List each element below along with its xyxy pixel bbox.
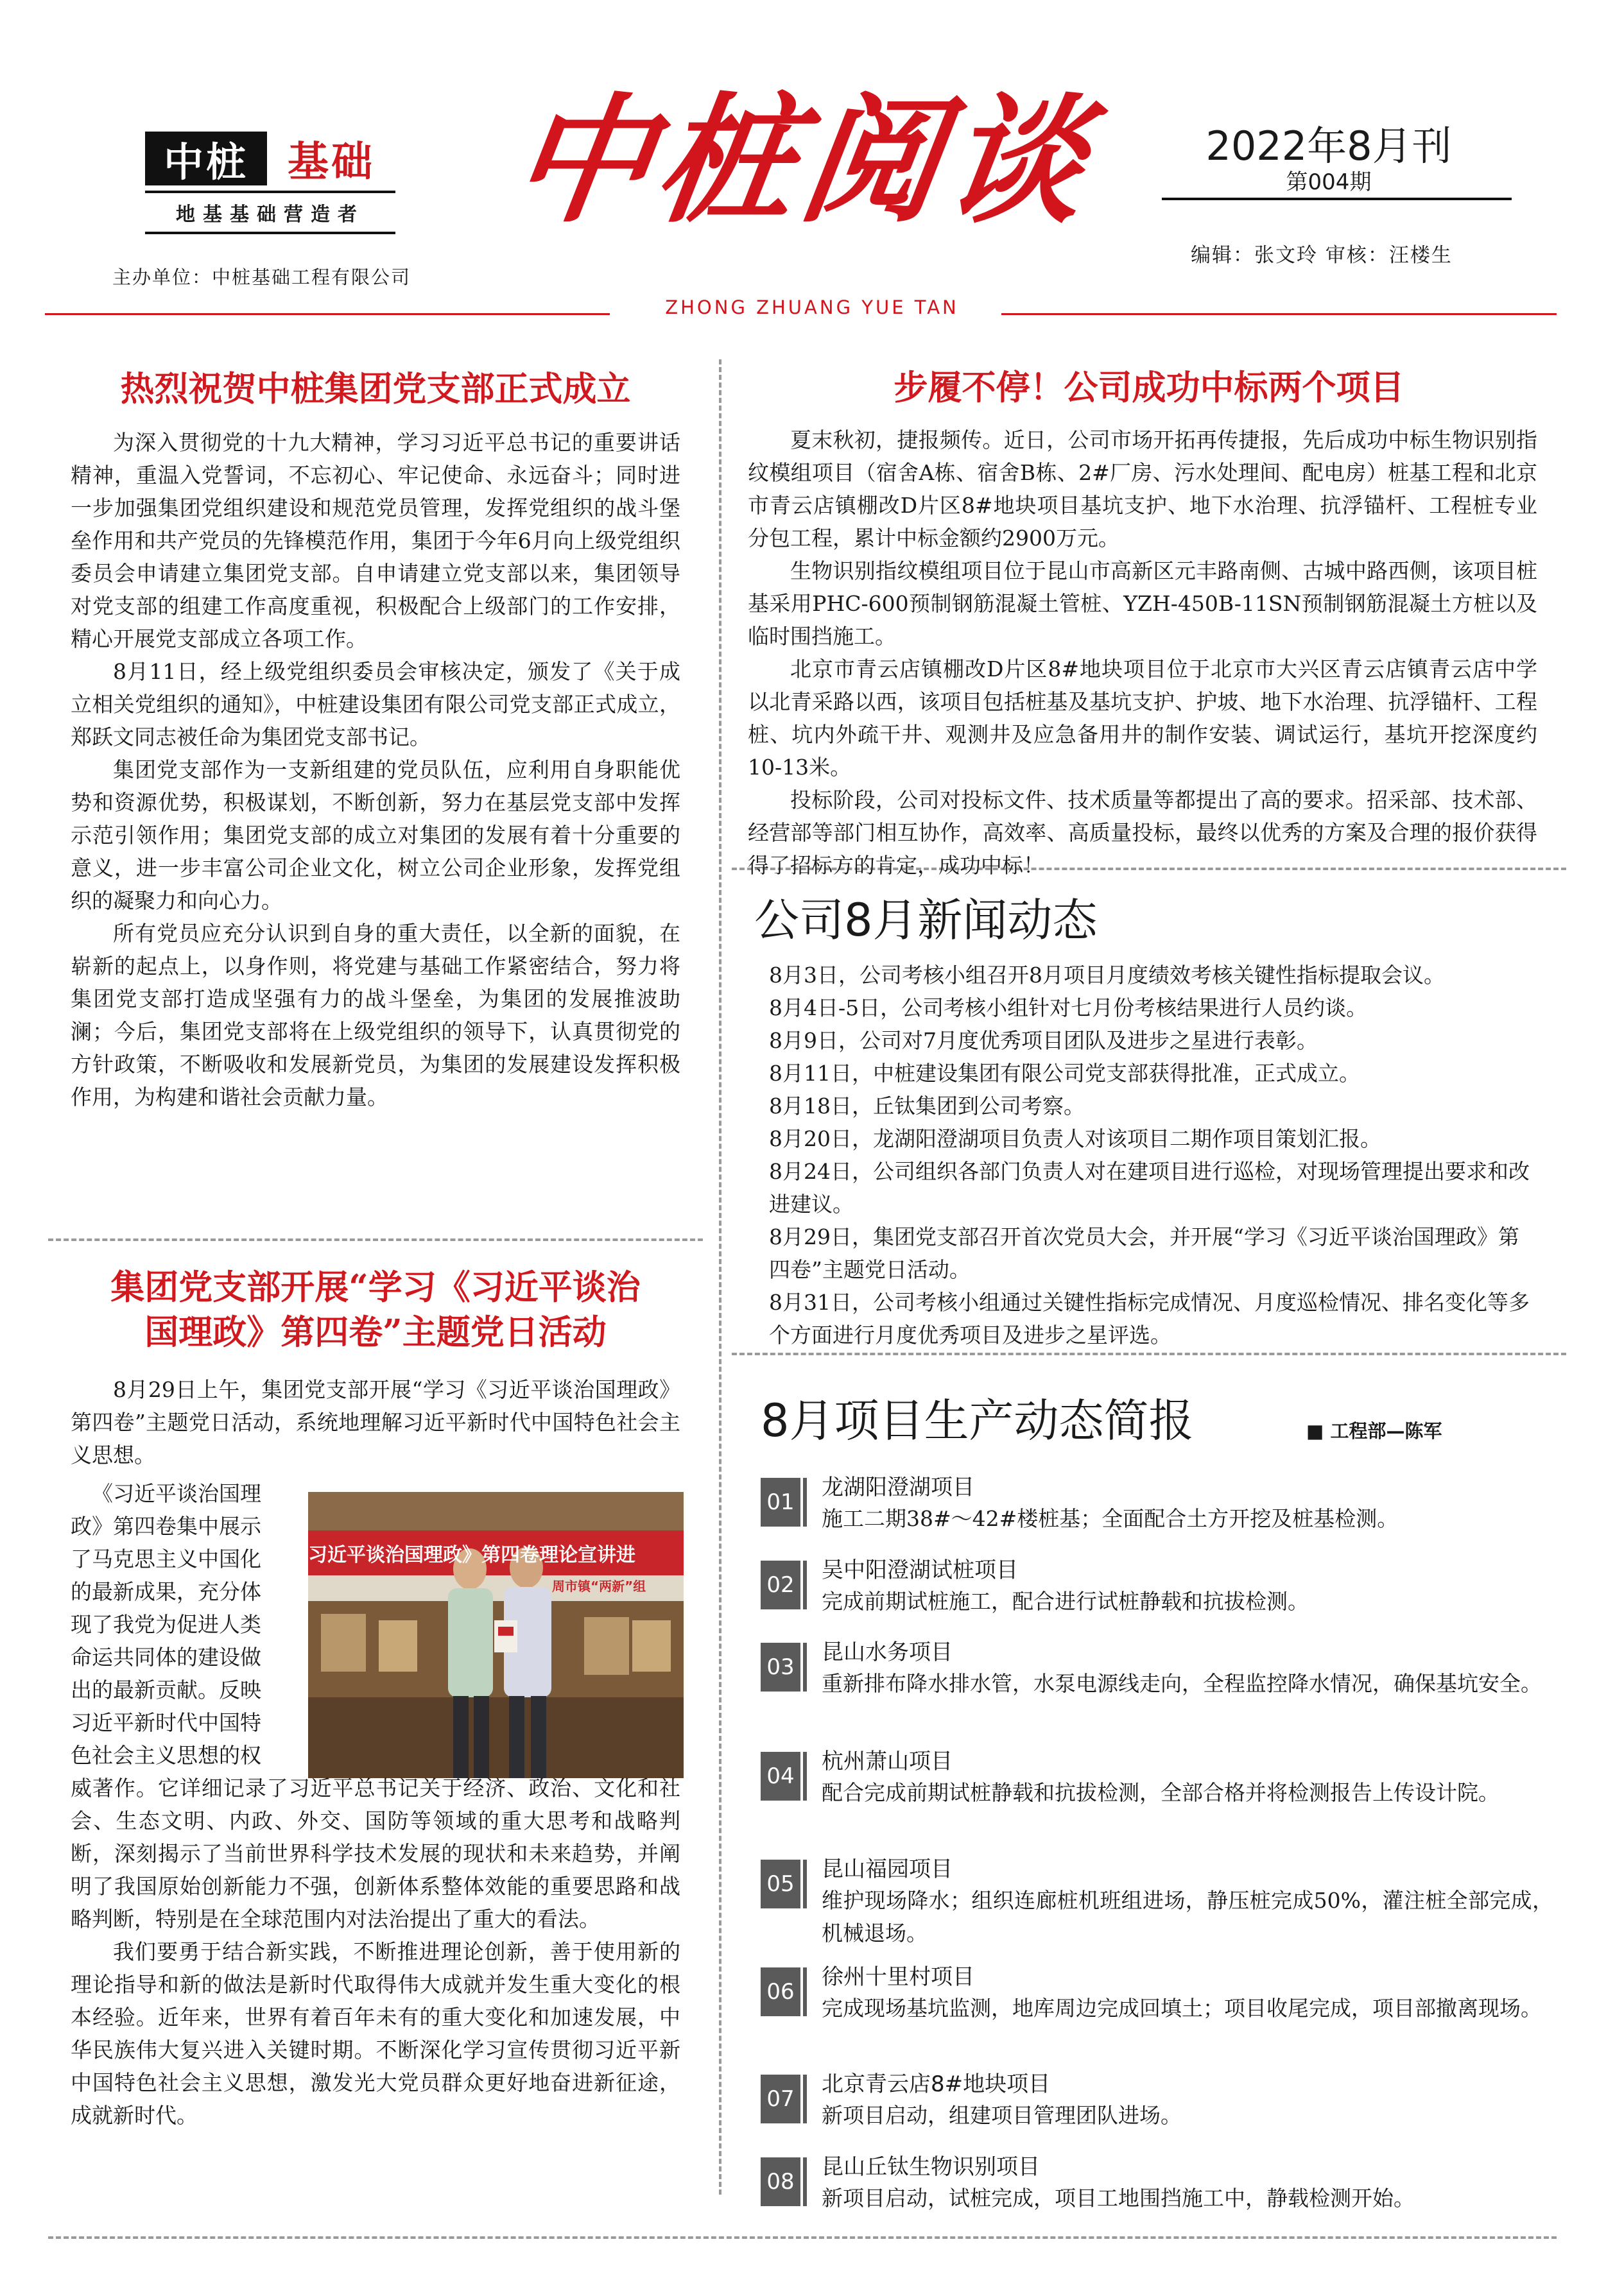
project-name: 龙湖阳澄湖项目 (822, 1475, 974, 1500)
header-rule-left (45, 313, 610, 315)
news-item: 8月3日，公司考核小组召开8月项目月度绩效考核关键性指标提取会议。 (769, 963, 1445, 988)
project-number: 08 (761, 2157, 800, 2206)
article2-title-line2: 国理政》第四卷”主题党日活动 (144, 1312, 607, 1352)
logo-red-text: 基础 (288, 139, 375, 186)
projects-section-title: 8月项目生产动态简报 (761, 1394, 1194, 1447)
project-name: 徐州十里村项目 (822, 1964, 974, 1990)
article2-wrap-text (71, 1477, 298, 1772)
project-description: 重新排布降水排水管，水泵电源线走向，全程监控降水情况，确保基坑安全。 (822, 1671, 1542, 1696)
project-name: 北京青云店8#地块项目 (822, 2071, 1051, 2097)
news-item: 8月29日，集团党支部召开首次党员大会，并开展“学习《习近平谈治国理政》第四卷”主题党日活动。 (769, 1224, 1519, 1282)
article1-paragraph: 所有党员应充分认识到自身的重大责任，以全新的面貌，在崭新的起点上，以身作则，将党建与基础工作紧密结合，努力将集团党支部打造成坚强有力的战斗堡垒，为集团的发展推波助澜；今后，集团党支部将在上级党组织的领导下，认真贯彻党的方针政策，不断吸收和发展新党员，为集团的发展建设发挥积极作用，为构建和谐社会贡献力量。 (71, 921, 680, 1109)
issue-date: 2022年8月刊 (1205, 123, 1452, 169)
article2-title-line1: 集团党支部开展“学习《习近平谈治 (110, 1267, 641, 1307)
project-name: 杭州萧山项目 (822, 1749, 953, 1774)
project-number: 03 (761, 1643, 800, 1692)
project-description: 完成现场基坑监测，地库周边完成回填土；项目收尾完成，项目部撤离现场。 (822, 1996, 1542, 2021)
news-item: 8月4日-5日，公司考核小组针对七月份考核结果进行人员约谈。 (769, 995, 1368, 1020)
project-description: 新项目启动，试桩完成，项目工地围挡施工中，静载检测开始。 (822, 2186, 1415, 2211)
project-name: 昆山丘钛生物识别项目 (822, 2154, 1040, 2180)
wrap-line: 了马克思主义中国化 (71, 1546, 261, 1572)
issue-underline (1162, 198, 1512, 200)
column-divider (719, 359, 721, 2195)
article3-paragraph: 北京市青云店镇棚改D片区8#地块项目位于北京市大兴区青云店镇青云店中学以北青采路以西，该项目包括桩基及基坑支护、护坡、地下水治理、抗浮锚杆、工程桩、坑内外疏干井、观测井及应急备用井的制作安装、调试运行，基坑开挖深度约10-13米。 (748, 656, 1537, 780)
right-news-divider-bottom (732, 1353, 1566, 1355)
wrap-line: 习近平新时代中国特 (71, 1710, 261, 1735)
issue-number: 第004期 (1286, 169, 1372, 195)
project-description: 新项目启动，组建项目管理团队进场。 (822, 2103, 1182, 2128)
article2-title (51, 1265, 700, 1355)
wrap-line: 出的最新贡献。反映 (71, 1677, 261, 1702)
wrap-line: 命运共同体的建设做 (71, 1645, 261, 1670)
project-description: 配合完成前期试桩静载和抗拔检测，全部合格并将检测报告上传设计院。 (822, 1780, 1499, 1805)
wrap-line: 色社会主义思想的权 (71, 1743, 261, 1768)
article2-body (71, 1772, 680, 2132)
news-item: 8月9日，公司对7月度优秀项目团队及进步之星进行表彰。 (769, 1028, 1318, 1053)
news-section-title: 公司8月新闻动态 (754, 894, 1098, 947)
article2-paragraph: 8月29日上午，集团党支部开展“学习《习近平谈治国理政》第四卷”主题党日活动，系统地理解习近平新时代中国特色社会主义思想。 (71, 1377, 680, 1468)
header-rule-right (1001, 313, 1557, 315)
article3-paragraph: 生物识别指纹模组项目位于昆山市高新区元丰路南侧、古城中路西侧，该项目桩基采用PHC-600预制钢筋混凝土管桩、YZH-450B-11SN预制钢筋混凝土方桩以及临时围挡施工。 (748, 558, 1537, 649)
news-item: 8月11日，中桩建设集团有限公司党支部获得批准，正式成立。 (769, 1061, 1360, 1086)
article1-body (71, 426, 680, 1113)
brand-pinyin: ZHONG ZHUANG YUE TAN (665, 296, 959, 318)
article1-paragraph: 集团党支部作为一支新组建的党员队伍，应利用自身职能优势和资源优势，积极谋划，不断创新，努力在基层党支部中发挥示范引领作用；集团党支部的成立对集团的发展有着十分重要的意义，进一步丰富公司企业文化，树立公司企业形象，发挥党组织的凝聚力和向心力。 (71, 757, 680, 913)
news-item: 8月31日，公司考核小组通过关键性指标完成情况、月度巡检情况、排名变化等多个方面进行月度优秀项目及进步之星评选。 (769, 1290, 1530, 1348)
projects-byline: ■ 工程部—陈军 (1306, 1420, 1442, 1442)
article3-body (748, 424, 1537, 882)
logo-black-text: 中桩 (145, 132, 267, 185)
editors-credit: 编辑：张文玲 审核：汪楼生 (1191, 244, 1453, 267)
project-number: 04 (761, 1752, 800, 1801)
logo-slogan: 地基基础营造者 (176, 203, 365, 226)
wrap-line: 《习近平谈治国理 (92, 1481, 261, 1506)
project-number: 01 (761, 1478, 800, 1527)
news-item: 8月20日，龙湖阳澄湖项目负责人对该项目二期作项目策划汇报。 (769, 1126, 1381, 1151)
article2-intro (71, 1373, 680, 1471)
photo-banner-text: 习近平谈治国理政》第四卷理论宣讲进 (308, 1544, 635, 1566)
article3-paragraph: 夏末秋初，捷报频传。近日，公司市场开拓再传捷报，先后成功中标生物识别指纹模组项目（宿舍A栋、宿舍B栋、2#厂房、污水处理间、配电房）桩基工程和北京市青云店镇棚改D片区8#地块项目基坑支护、地下水治理、抗浮锚杆、工程桩专业分包工程，累计中标金额约2900万元。 (748, 427, 1537, 551)
project-number: 07 (761, 2075, 800, 2123)
project-description: 完成前期试桩施工，配合进行试桩静载和抗拔检测。 (822, 1589, 1309, 1614)
news-item: 8月24日，公司组织各部门负责人对在建项目进行巡检，对现场管理提出要求和改进建议。 (769, 1159, 1530, 1217)
article3-paragraph: 投标阶段，公司对投标文件、技术质量等都提出了高的要求。招采部、技术部、经营部等部门相互协作，高效率、高质量投标，最终以优秀的方案及合理的报价获得得了招标方的肯定，成功中标！ (748, 787, 1537, 878)
project-number: 06 (761, 1967, 800, 2016)
article1-title: 热烈祝贺中桩集团党支部正式成立 (120, 369, 631, 409)
news-item: 8月18日，丘钛集团到公司考察。 (769, 1093, 1085, 1118)
project-name: 昆山福园项目 (822, 1856, 953, 1882)
left-article-divider (48, 1238, 703, 1241)
photo-illustration (308, 1492, 684, 1778)
project-name: 昆山水务项目 (822, 1640, 953, 1665)
wrap-line: 政》第四卷集中展示 (71, 1514, 261, 1539)
sponsor-text: 主办单位：中桩基础工程有限公司 (112, 266, 411, 288)
article1-paragraph: 8月11日，经上级党组织委员会审核决定，颁发了《关于成立相关党组织的通知》，中桩建设集团有限公司党支部正式成立，郑跃文同志被任命为集团党支部书记。 (71, 659, 680, 750)
photo-banner-subtext: 周市镇“两新”组 (552, 1579, 646, 1594)
article3-title: 步履不停！公司成功中标两个项目 (894, 368, 1404, 407)
project-number: 02 (761, 1561, 800, 1609)
party-event-photo (308, 1492, 684, 1778)
footer-divider (48, 2236, 1557, 2239)
news-list (748, 959, 1537, 1351)
company-logo (145, 132, 395, 234)
wrap-line: 的最新成果，充分体 (71, 1579, 261, 1604)
article2-paragraph: 我们要勇于结合新实践，不断推进理论创新，善于使用新的理论指导和新的做法是新时代取得伟大成就并发生重大变化的根本经验。近年来，世界有着百年未有的重大变化和加速发展，中华民族伟大复兴进入关键时期。不断深化学习宣传贯彻习近平新中国特色社会主义思想，激发光大党员群众更好地奋进新征途，成就新时代。 (71, 1939, 680, 2128)
project-description: 施工二期38#～42#楼桩基；全面配合土方开挖及桩基检测。 (822, 1506, 1399, 1531)
wrap-line: 现了我党为促进人类 (71, 1612, 261, 1637)
project-number: 05 (761, 1860, 800, 1908)
newsletter-brand-title: 中桩阅谈 (502, 79, 1103, 241)
project-description: 维护现场降水；组织连廊桩机班组进场，静压桩完成50%，灌注桩全部完成，机械退场。 (822, 1888, 1553, 1946)
project-name: 吴中阳澄湖试桩项目 (822, 1557, 1018, 1583)
article1-paragraph: 为深入贯彻党的十九大精神，学习习近平总书记的重要讲话精神，重温入党誓词，不忘初心、牢记使命、永远奋斗；同时进一步加强集团党组织建设和规范党员管理，发挥党组织的战斗堡垒作用和共产党员的先锋模范作用，集团于今年6月向上级党组织委员会申请建立集团党支部。自申请建立党支部以来，集团领导对党支部的组建工作高度重视，积极配合上级部门的工作安排，精心开展党支部成立各项工作。 (71, 430, 680, 651)
article2-paragraph: 威著作。它详细记录了习近平总书记关于经济、政治、文化和社会、生态文明、内政、外交、国防等领域的重大思考和战略判断，深刻揭示了当前世界科学技术发展的现状和未来趋势，并阐明了我国原始创新能力不强，创新体系整体效能的重要思路和战略判断，特别是在全球范围内对法治提出了重大的看法。 (71, 1776, 680, 1932)
